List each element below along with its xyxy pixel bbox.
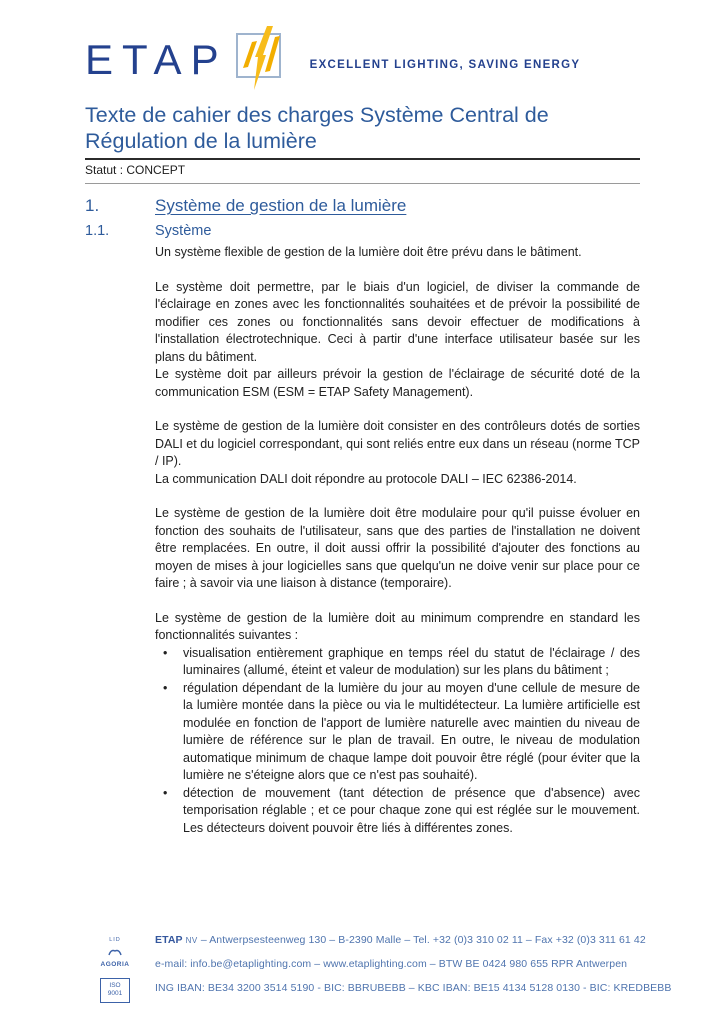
paragraph: Le système de gestion de la lumière doit être modulaire pour qu'il puisse évoluer en fonction des souhaits de l'utilisateur, sans que des parties de l'installation ne doivent être remplacées. En outre, il doit aussi offrir la possibilité d'ajouter des fonctions au moyen de mises à jour logicielles sans que quelqu'un ne doive venir sur place pour ce faire ; à savoir via une liaison à distance (temporaire). xyxy=(155,506,640,590)
status-text: Statut : CONCEPT xyxy=(85,163,186,177)
footer-company-name: ETAP xyxy=(155,934,183,946)
iso-9001-badge xyxy=(100,978,130,1003)
list-item: • détection de mouvement (tant détection de présence que d'absence) avec temporisation réglable ; et ce pour chaque zone qui est réglée sur le mouvement. Les détecteurs doivent pouvoir être liés à différentes zones. xyxy=(155,785,640,838)
agoria-icon xyxy=(93,945,137,961)
paragraph-gap xyxy=(155,401,640,418)
agoria-name-label: AGORIA xyxy=(100,960,130,968)
tagline: EXCELLENT LIGHTING, SAVING ENERGY xyxy=(309,59,581,71)
body-column xyxy=(155,244,640,837)
section-number: 1.1. xyxy=(85,223,110,239)
footer-address-text: – Antwerpsesteenweg 130 – B-2390 Malle – Tel. +32 (0)3 310 02 11 – Fax +32 (0)3 311 61 42 xyxy=(200,934,646,946)
footer-badges xyxy=(93,938,137,1003)
feature-list xyxy=(155,645,640,838)
iso-number: 9001 xyxy=(107,990,123,998)
title-block xyxy=(85,102,640,184)
paragraph: Le système doit permettre, par le biais d'un logiciel, de diviser la commande de l'éclairage en zones avec les fonctionnalités souhaitées et de prévoir la possibilité de modifier ces zones ou fonctionnalités sans devoir effectuer de modifications à l'installation électrotechnique. Ceci à partir d'une interface utilisateur basée sur les plans du bâtiment. xyxy=(155,279,640,364)
etap-wordmark: ETAP xyxy=(85,36,228,83)
footer-text xyxy=(155,934,672,994)
paragraph: Le système doit par ailleurs prévoir la gestion de l'éclairage de sécurité doté de la communication ESM (ESM = ETAP Safety Management). xyxy=(155,367,640,399)
iso-label: ISO xyxy=(109,982,121,989)
section-number: 1. xyxy=(85,196,100,215)
section-heading-1 xyxy=(85,196,640,216)
page-title: Texte de cahier des charges Système Central de Régulation de la lumière xyxy=(85,103,549,153)
lightning-bolt-icon xyxy=(232,25,284,96)
paragraph-gap xyxy=(155,488,640,505)
paragraph: Le système de gestion de la lumière doit au minimum comprendre en standard les fonctionnalités suivantes : xyxy=(155,610,640,642)
section-title: Système xyxy=(155,223,212,239)
paragraph: Le système de gestion de la lumière doit consister en des contrôleurs dotés de sorties DALI et du logiciel correspondant, qui sont reliés entre eux dans un réseau (norme TCP / IP). xyxy=(155,419,640,468)
list-item: • visualisation entièrement graphique en temps réel du statut de l'éclairage / des luminaires (allumé, éteint et valeur de modulation) sur les plans du bâtiment ; xyxy=(155,645,640,680)
status-divider xyxy=(85,183,640,184)
document-body xyxy=(85,196,640,837)
paragraph-gap xyxy=(155,593,640,610)
agoria-lid-label: LID xyxy=(109,937,121,943)
footer-address-line xyxy=(155,934,665,946)
footer-bank-line: ING IBAN: BE34 3200 3514 5190 - BIC: BBRUBEBB – KBC IBAN: BE15 4134 5128 0130 - BIC: KREDBEBB xyxy=(155,982,672,994)
paragraph: La communication DALI doit répondre au protocole DALI – IEC 62386-2014. xyxy=(155,471,577,486)
list-item: • régulation dépendant de la lumière du jour au moyen d'une cellule de mesure de la lumière montée dans la pièce ou via le multidétecteur. La lumière artificielle est modulée en fonction de l'apport de lumière naturelle avec maintien du niveau de lumière de référence sur le plan de travail. En outre, le niveau de modulation automatique minimum de chaque lampe doit pouvoir être réglé (pour éviter que la lumière ne s'éteigne alors que ce n'est pas souhaité). xyxy=(155,680,640,785)
paragraph: Un système flexible de gestion de la lumière doit être prévu dans le bâtiment. xyxy=(155,245,582,259)
footer-company-suffix: NV xyxy=(185,936,198,945)
paragraph-gap xyxy=(155,262,640,279)
section-heading-1-1 xyxy=(85,223,640,239)
agoria-member-logo xyxy=(93,938,137,968)
page-footer xyxy=(85,934,672,1006)
footer-contact-line: e-mail: info.be@etaplighting.com – www.etaplighting.com – BTW BE 0424 980 655 RPR Antwerpen xyxy=(155,958,628,970)
logo-header xyxy=(85,28,640,92)
section-title: Système de gestion de la lumière xyxy=(155,196,407,215)
